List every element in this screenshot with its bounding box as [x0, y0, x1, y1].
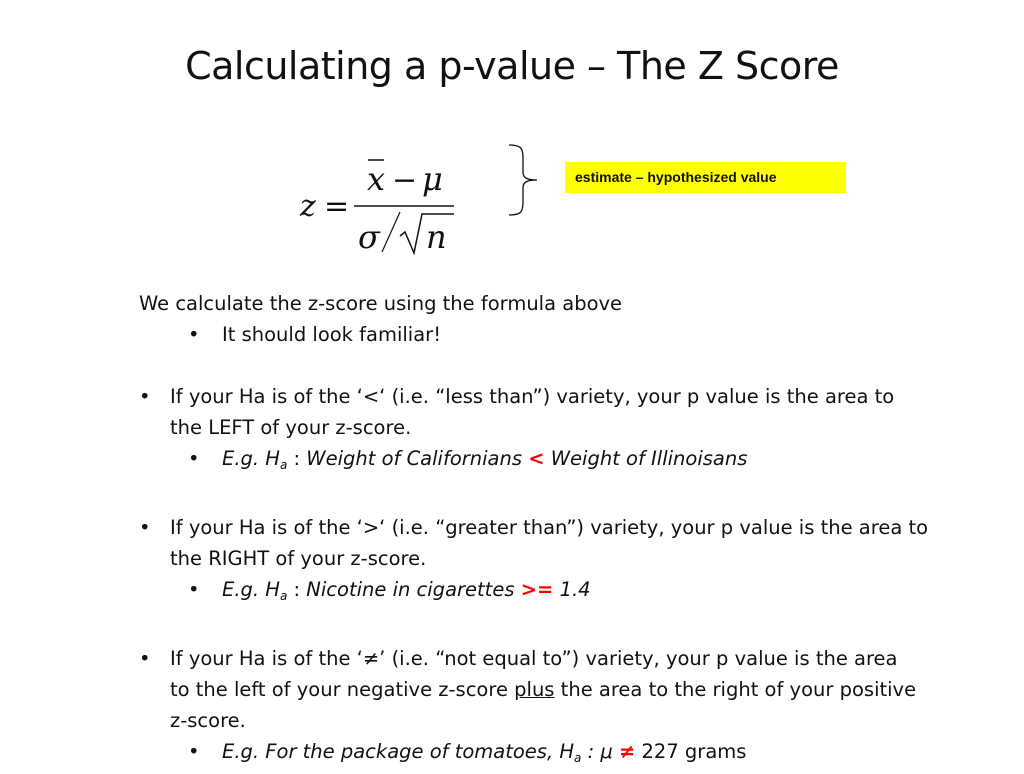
example-prefix: E.g. H: [222, 578, 280, 601]
bullet-dot: •: [188, 578, 200, 601]
bullet-dot: •: [139, 516, 151, 539]
bullet-dot: •: [139, 647, 151, 670]
bullet-dot: •: [188, 323, 200, 346]
example-after: 1.4: [553, 578, 591, 601]
bullet-text: If your Ha is of the ‘<‘ (i.e. “less than”) variety, your p value is the area to: [170, 385, 895, 408]
example-after: Weight of Illinoisans: [544, 447, 748, 470]
z-score-formula: [296, 150, 466, 260]
example-before: Weight of Californians: [306, 447, 529, 470]
estimate-callout-box: estimate – hypothesized value: [565, 162, 846, 193]
greater-than-example: [139, 574, 979, 612]
example-after: 227 grams: [635, 740, 747, 763]
bullet-text: to the left of your negative z-score: [170, 678, 515, 701]
formula-equals: =: [324, 189, 350, 224]
slide-title: Calculating a p-value – The Z Score: [185, 44, 839, 88]
bullet-dot: •: [139, 385, 151, 408]
bullet-text: the area to the right of your positive: [554, 678, 917, 701]
bullet-text: If your Ha is of the ‘≠’ (i.e. “not equal to”) variety, your p value is the area: [170, 647, 898, 670]
example-sub: a: [279, 589, 288, 603]
example-sub: a: [279, 458, 288, 472]
intro-sub-bullet-text: It should look familiar!: [222, 323, 442, 346]
formula-mu: μ: [422, 160, 443, 198]
example-sub: a: [574, 751, 582, 765]
formula-n: n: [426, 218, 447, 256]
example-colon: :: [287, 578, 307, 601]
intro-sub-bullet: [139, 319, 979, 350]
formula-graphic: [296, 150, 466, 260]
example-prefix: E.g. For the package of tomatoes, H: [222, 740, 575, 763]
example-operator: >=: [520, 578, 554, 601]
not-equal-bullet-cont2: z-score.: [170, 709, 246, 732]
not-equal-example: [139, 736, 979, 774]
formula-x: x: [367, 160, 386, 198]
example-colon: : μ: [581, 740, 619, 763]
formula-z: z: [300, 189, 316, 224]
formula-minus: −: [392, 163, 418, 198]
greater-than-bullet: [139, 512, 979, 543]
body-text: [139, 288, 979, 774]
not-equal-bullet: [139, 643, 979, 674]
example-colon: :: [287, 447, 307, 470]
less-than-example: [139, 443, 979, 481]
division-slash: [382, 212, 400, 252]
bullet-dot: •: [188, 447, 200, 470]
example-before: Nicotine in cigarettes: [306, 578, 521, 601]
less-than-bullet: [139, 381, 979, 412]
intro-line: We calculate the z-score using the formula above: [139, 292, 623, 315]
example-operator: <: [528, 447, 545, 470]
greater-than-bullet-cont: the RIGHT of your z-score.: [170, 547, 427, 570]
example-operator: ≠: [618, 740, 636, 763]
bullet-text: If your Ha is of the ‘>‘ (i.e. “greater than”) variety, your p value is the area to: [170, 516, 929, 539]
bullet-dot: •: [188, 740, 200, 763]
underlined-plus: plus: [514, 678, 555, 701]
not-equal-bullet-cont: [139, 674, 979, 705]
formula-sigma: σ: [358, 218, 380, 256]
example-prefix: E.g. H: [222, 447, 280, 470]
less-than-bullet-cont: the LEFT of your z-score.: [170, 416, 412, 439]
right-brace: [505, 142, 545, 222]
